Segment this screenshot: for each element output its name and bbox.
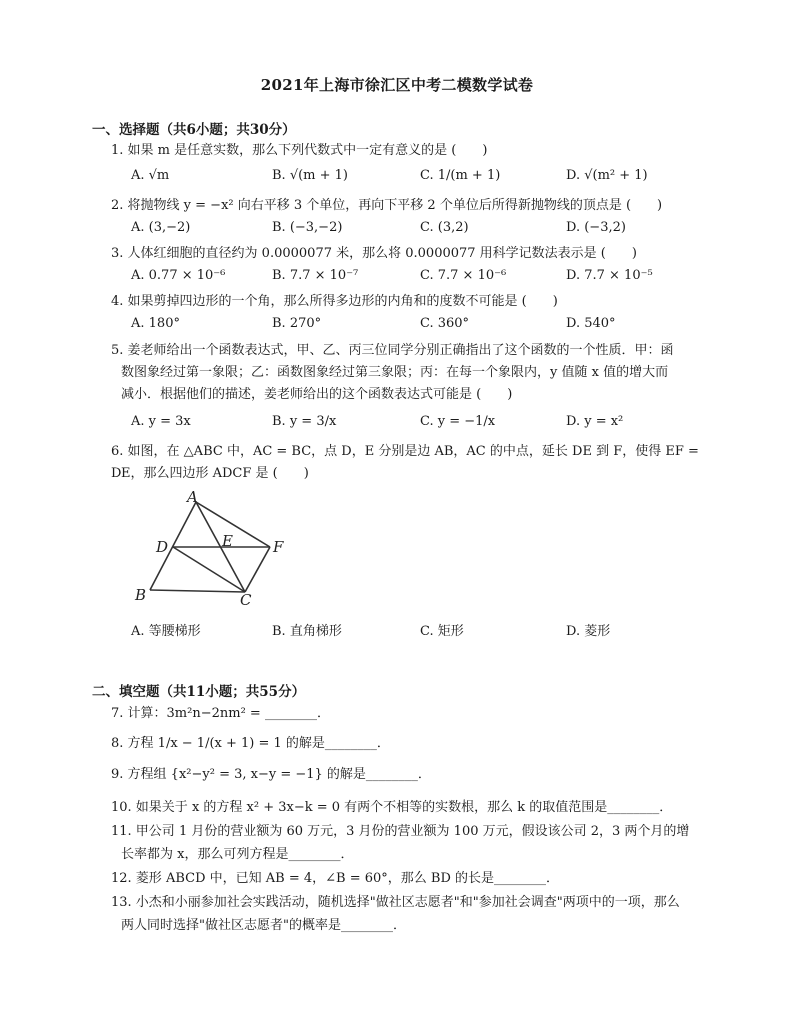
question-number: 5.	[111, 343, 124, 358]
option-a: A. √m	[131, 168, 170, 183]
option-d: D. 7.7 × 10⁻⁵	[566, 268, 653, 283]
option-b: B. (−3,−2)	[272, 220, 343, 235]
question-4	[111, 291, 711, 313]
option-d: D. y = x²	[566, 414, 624, 429]
question-number: 3.	[111, 246, 124, 261]
question-5	[111, 340, 711, 362]
geometry-figure	[130, 488, 300, 608]
label-d: D	[156, 538, 169, 556]
fill-question-7: 7. 计算：3m²n−2nm² = ________．	[111, 706, 330, 721]
label-b: B	[135, 586, 147, 604]
section-choice-heading: 一、选择题（共6小题；共30分）	[92, 122, 296, 138]
question-5-line-3: 减小．根据他们的描述，姜老师给出的这个函数表达式可能是 ( )	[121, 387, 513, 402]
question-text: 如图，在 △ABC 中，AC = BC，点 D，E 分别是边 AB，AC 的中点，延长 DE 到 F，使得 EF = D	[111, 444, 699, 481]
option-c: C. (3,2)	[420, 220, 469, 235]
segment-fc	[245, 547, 270, 592]
option-a: A. 180°	[131, 316, 180, 331]
option-a: A. 0.77 × 10⁻⁶	[131, 268, 226, 283]
option-d: D. 540°	[566, 316, 616, 331]
question-text: 姜老师给出一个函数表达式，甲、乙、丙三位同学分别正确指出了这个函数的一个性质．甲：函	[127, 343, 674, 358]
question-4-options	[131, 316, 731, 336]
option-b: B. 直角梯形	[272, 624, 342, 639]
question-number: 4.	[111, 294, 124, 309]
segment-dc	[173, 547, 245, 592]
question-1	[111, 140, 711, 162]
question-1-options	[131, 168, 731, 188]
option-c: C. 矩形	[420, 624, 464, 639]
question-2	[111, 195, 711, 217]
option-d: D. (−3,2)	[566, 220, 626, 235]
option-a: A. 等腰梯形	[131, 624, 201, 639]
option-a: A. y = 3x	[131, 414, 191, 429]
fill-question-11: 11. 甲公司 1 月份的营业额为 60 万元，3 月份的营业额为 100 万元，假设该公司 2，3 两个月的增	[111, 824, 690, 839]
question-number: 2.	[111, 198, 124, 213]
option-d: D. √(m² + 1)	[566, 168, 648, 183]
fill-question-10: 10. 如果关于 x 的方程 x² + 3x−k = 0 有两个不相等的实数根，那么 k 的取值范围是________．	[111, 800, 673, 815]
option-b: B. √(m + 1)	[272, 168, 349, 183]
question-number: 6.	[111, 444, 124, 459]
question-3	[111, 243, 711, 265]
fill-question-12: 12. 菱形 ABCD 中，已知 AB = 4，∠B = 60°，那么 BD 的长是________．	[111, 871, 560, 886]
option-b: B. 7.7 × 10⁻⁷	[272, 268, 359, 283]
question-2-options	[131, 220, 731, 240]
label-a: A	[187, 488, 198, 506]
fill-question-11-line-2: 长率都为 x，那么可列方程是________．	[121, 847, 354, 862]
fill-question-9: 9. 方程组 {x²−y² = 3, x−y = −1} 的解是________．	[111, 767, 431, 782]
fill-question-8: 8. 方程 1/x − 1/(x + 1) = 1 的解是________．	[111, 736, 390, 751]
question-number: 1.	[111, 143, 124, 158]
segment-af	[196, 502, 270, 547]
page-title: 2021年上海市徐汇区中考二模数学试卷	[260, 76, 534, 94]
fill-question-13-line-2: 两人同时选择"做社区志愿者"的概率是________．	[121, 918, 406, 933]
label-c: C	[240, 591, 252, 608]
question-text: 人体红细胞的直径约为 0.0000077 米，那么将 0.0000077 用科学记数法表示是 ( )	[127, 246, 637, 261]
question-6-line-2: E，那么四边形 ADCF 是 ( )	[121, 466, 309, 481]
option-a: A. (3,−2)	[131, 220, 191, 235]
option-d: D. 菱形	[566, 624, 611, 639]
option-b: B. y = 3/x	[272, 414, 337, 429]
question-5-line-2: 数图象经过第一象限；乙：函数图象经过第三象限；丙：在每一个象限内，y 值随 x 值的增大而	[121, 365, 669, 380]
option-b: B. 270°	[272, 316, 322, 331]
option-c: C. 7.7 × 10⁻⁶	[420, 268, 507, 283]
question-text: 如果剪掉四边形的一个角，那么所得多边形的内角和的度数不可能是 ( )	[127, 294, 558, 309]
segment-bc	[150, 590, 245, 592]
section-fill-heading: 二、填空题（共11小题；共55分）	[92, 684, 306, 700]
question-5-options	[131, 414, 731, 434]
question-6-options	[131, 620, 731, 640]
label-f: F	[273, 538, 284, 556]
option-c: C. y = −1/x	[420, 414, 496, 429]
label-e: E	[222, 532, 233, 550]
question-text: 如果 m 是任意实数，那么下列代数式中一定有意义的是 ( )	[127, 143, 488, 158]
question-3-options	[131, 268, 731, 288]
question-text: 将抛物线 y = −x² 向右平移 3 个单位，再向下平移 2 个单位后所得新抛物线的顶点是 ( )	[127, 198, 663, 213]
option-c: C. 1/(m + 1)	[420, 168, 501, 183]
option-c: C. 360°	[420, 316, 470, 331]
fill-question-13: 13. 小杰和小丽参加社会实践活动，随机选择"做社区志愿者"和"参加社会调查"两项中的一项，那么	[111, 895, 680, 910]
